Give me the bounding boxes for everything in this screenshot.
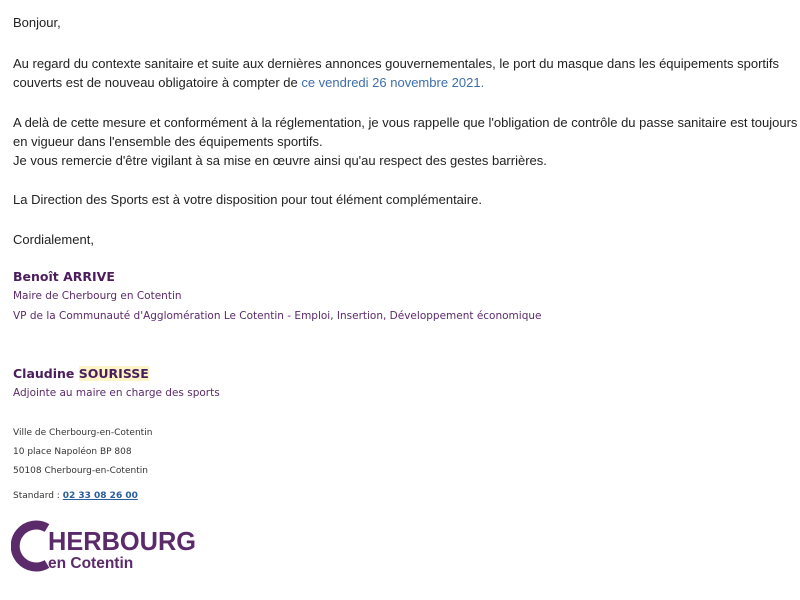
logo-wordmark-line-2: en Cotentin	[48, 555, 134, 572]
date-highlight: ce vendredi 26 novembre 2021	[301, 75, 481, 90]
paragraph-2-line-2: en vigueur dans l'ensemble des équipements sportifs.	[13, 134, 323, 149]
signature-1-name: Benoît ARRIVE	[13, 269, 115, 284]
closing: Cordialement,	[13, 232, 94, 247]
paragraph-1-line-2	[13, 74, 484, 92]
logo-c-icon	[15, 525, 47, 567]
signature-2-first-name: Claudine	[13, 366, 79, 381]
address-line-1: Ville de Cherbourg-en-Cotentin	[13, 428, 153, 438]
greeting: Bonjour,	[13, 15, 61, 30]
standard-phone-link[interactable]: 02 33 08 26 00	[62, 491, 138, 501]
paragraph-2-line-3: Je vous remercie d'être vigilant à sa mise en œuvre ainsi qu'au respect des gestes barrières.	[13, 153, 547, 168]
cherbourg-logo	[11, 519, 211, 573]
paragraph-3: La Direction des Sports est à votre disposition pour tout élément complémentaire.	[13, 192, 482, 207]
address-line-3: 50108 Cherbourg-en-Cotentin	[13, 466, 148, 476]
signature-2-last-name: SOURISSE	[78, 366, 149, 381]
logo-wordmark-line-1: HERBOURG	[48, 526, 196, 556]
standard-label: Standard :	[13, 491, 63, 501]
address-line-2: 10 place Napoléon BP 808	[13, 447, 132, 457]
date-period: .	[480, 75, 485, 90]
paragraph-1-line-1: Au regard du contexte sanitaire et suite aux dernières annonces gouvernementales, le port du masque dans les équipements sportifs	[13, 56, 780, 71]
standard-line	[13, 491, 138, 501]
signature-2-name	[13, 366, 149, 381]
paragraph-1-line-2-prefix: couverts est de nouveau obligatoire à compter de	[13, 75, 302, 90]
signature-2-title: Adjointe au maire en charge des sports	[13, 387, 220, 399]
signature-1-title-1: Maire de Cherbourg en Cotentin	[13, 290, 182, 302]
paragraph-2-line-1: A delà de cette mesure et conformément à la réglementation, je vous rappelle que l'obligation de contrôle du passe sanitaire est toujours	[13, 115, 798, 130]
signature-1-title-2: VP de la Communauté d'Agglomération Le Cotentin - Emploi, Insertion, Développement économique	[13, 310, 542, 322]
